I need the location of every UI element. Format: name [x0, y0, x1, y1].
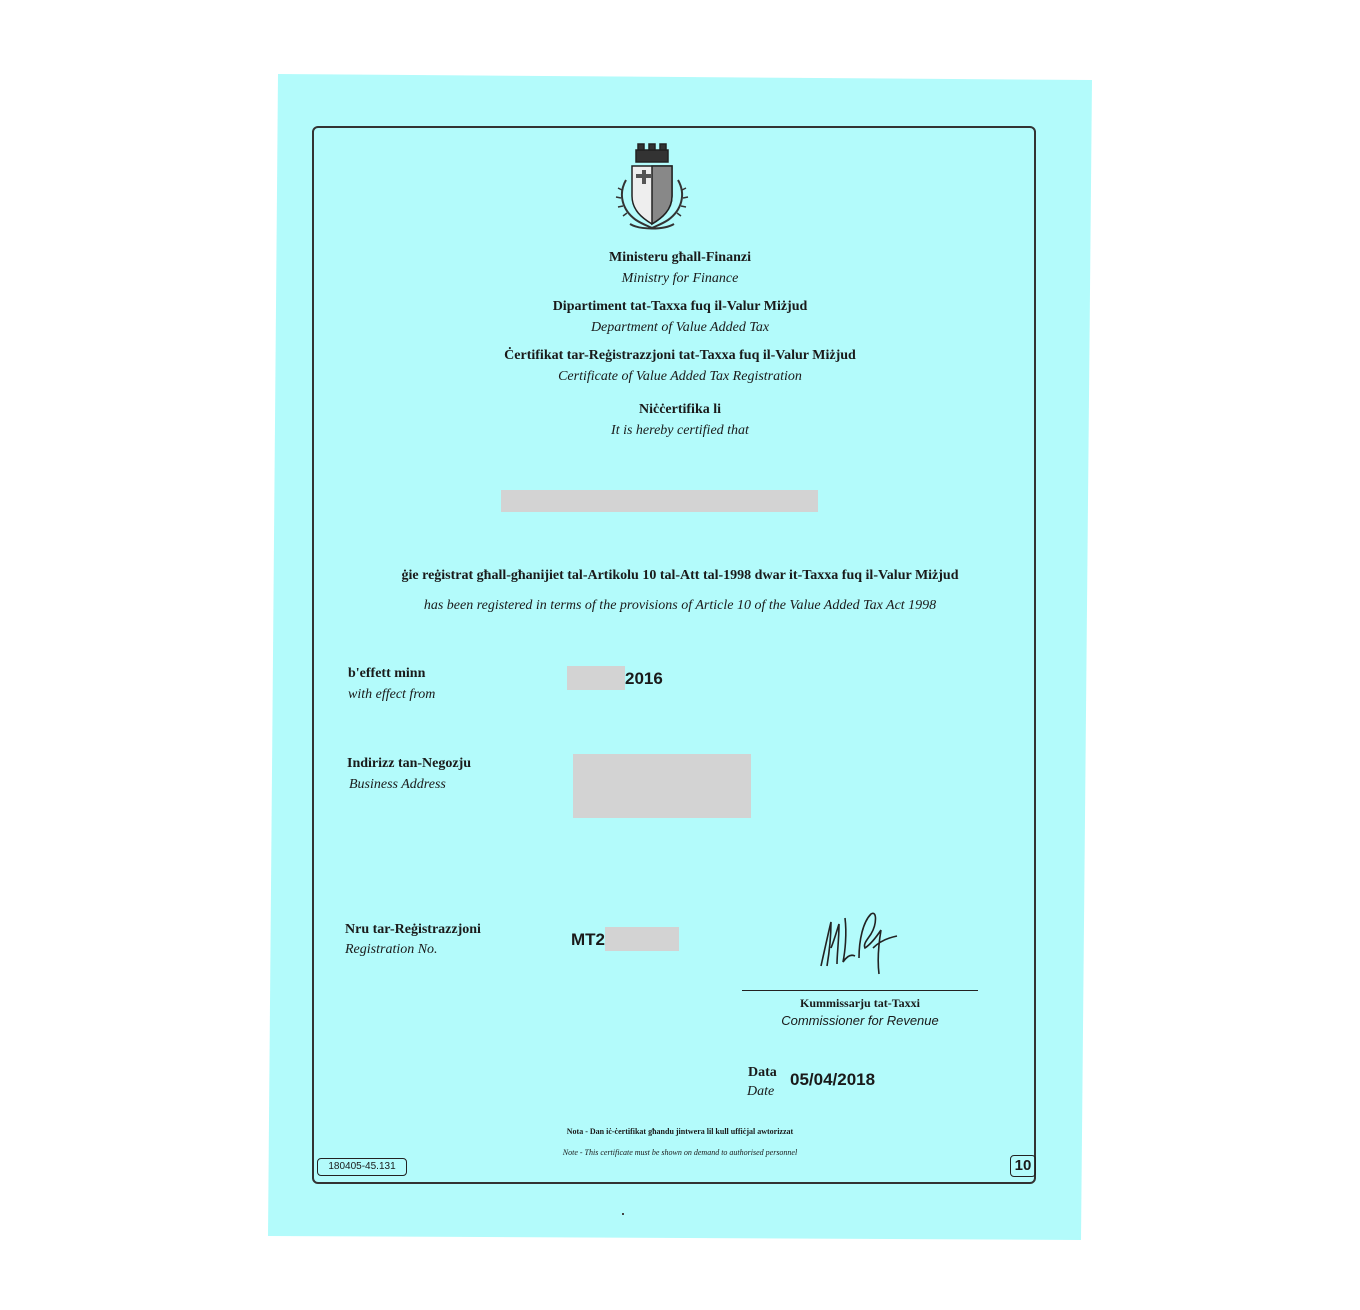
date-label-en: Date: [747, 1084, 775, 1099]
effect-year-value: 2016: [625, 669, 663, 688]
page-number-box: 10: [1010, 1155, 1036, 1177]
redacted-business-address: [573, 754, 751, 818]
ministry-title-en: Ministry for Finance: [621, 271, 739, 286]
registered-statement-mt: ġie reġistrat għall-għanijiet tal-Artikolu 10 tal-Att tal-1998 dwar it-Taxxa fuq il-Valur Miżjud: [401, 568, 959, 583]
date-label-mt: Data: [748, 1065, 777, 1080]
redacted-effect-date: [567, 666, 625, 690]
certify-text-en: It is hereby certified that: [611, 423, 749, 438]
note-mt: Nota - Dan iċ-ċertifikat għandu jintwera lil kull uffiċjal awtorizzat: [566, 1127, 794, 1136]
note-en: Note - This certificate must be shown on demand to authorised personnel: [562, 1148, 798, 1157]
signature-line: [742, 990, 978, 991]
registered-statement-en: has been registered in terms of the provisions of Article 10 of the Value Added Tax Act 1998: [423, 598, 937, 613]
commissioner-title-mt: Kummissarju tat-Taxxi: [800, 996, 920, 1010]
address-label-en: Business Address: [349, 777, 446, 792]
commissioner-signature-icon: [815, 908, 905, 980]
certificate-title-mt: Ċertifikat tar-Reġistrazzjoni tat-Taxxa fuq il-Valur Miżjud: [504, 348, 856, 363]
certificate-title-en: Certificate of Value Added Tax Registration: [558, 369, 802, 384]
form-code-label: 180405-45.131: [317, 1158, 407, 1176]
ministry-title-mt: Ministeru għall-Finanzi: [609, 250, 751, 265]
redacted-registration-number: [605, 927, 679, 951]
effect-label-mt: b'effett minn: [348, 666, 426, 681]
department-title-en: Department of Value Added Tax: [590, 320, 770, 335]
redacted-company-name: [501, 490, 818, 512]
commissioner-title-en: Commissioner for Revenue: [781, 1013, 939, 1028]
registration-label-mt: Nru tar-Reġistrazzjoni: [345, 922, 481, 937]
certify-text-mt: Niċċertifika li: [638, 402, 722, 417]
date-value: 05/04/2018: [790, 1070, 876, 1089]
scan-speck: [622, 1213, 624, 1215]
department-title-mt: Dipartiment tat-Taxxa fuq il-Valur Miżjud: [552, 299, 808, 314]
registration-label-en: Registration No.: [345, 942, 438, 957]
registration-number-value: MT2: [571, 930, 605, 949]
malta-coat-of-arms-icon: [612, 140, 692, 240]
effect-label-en: with effect from: [348, 687, 436, 702]
address-label-mt: Indirizz tan-Negozju: [347, 756, 472, 771]
